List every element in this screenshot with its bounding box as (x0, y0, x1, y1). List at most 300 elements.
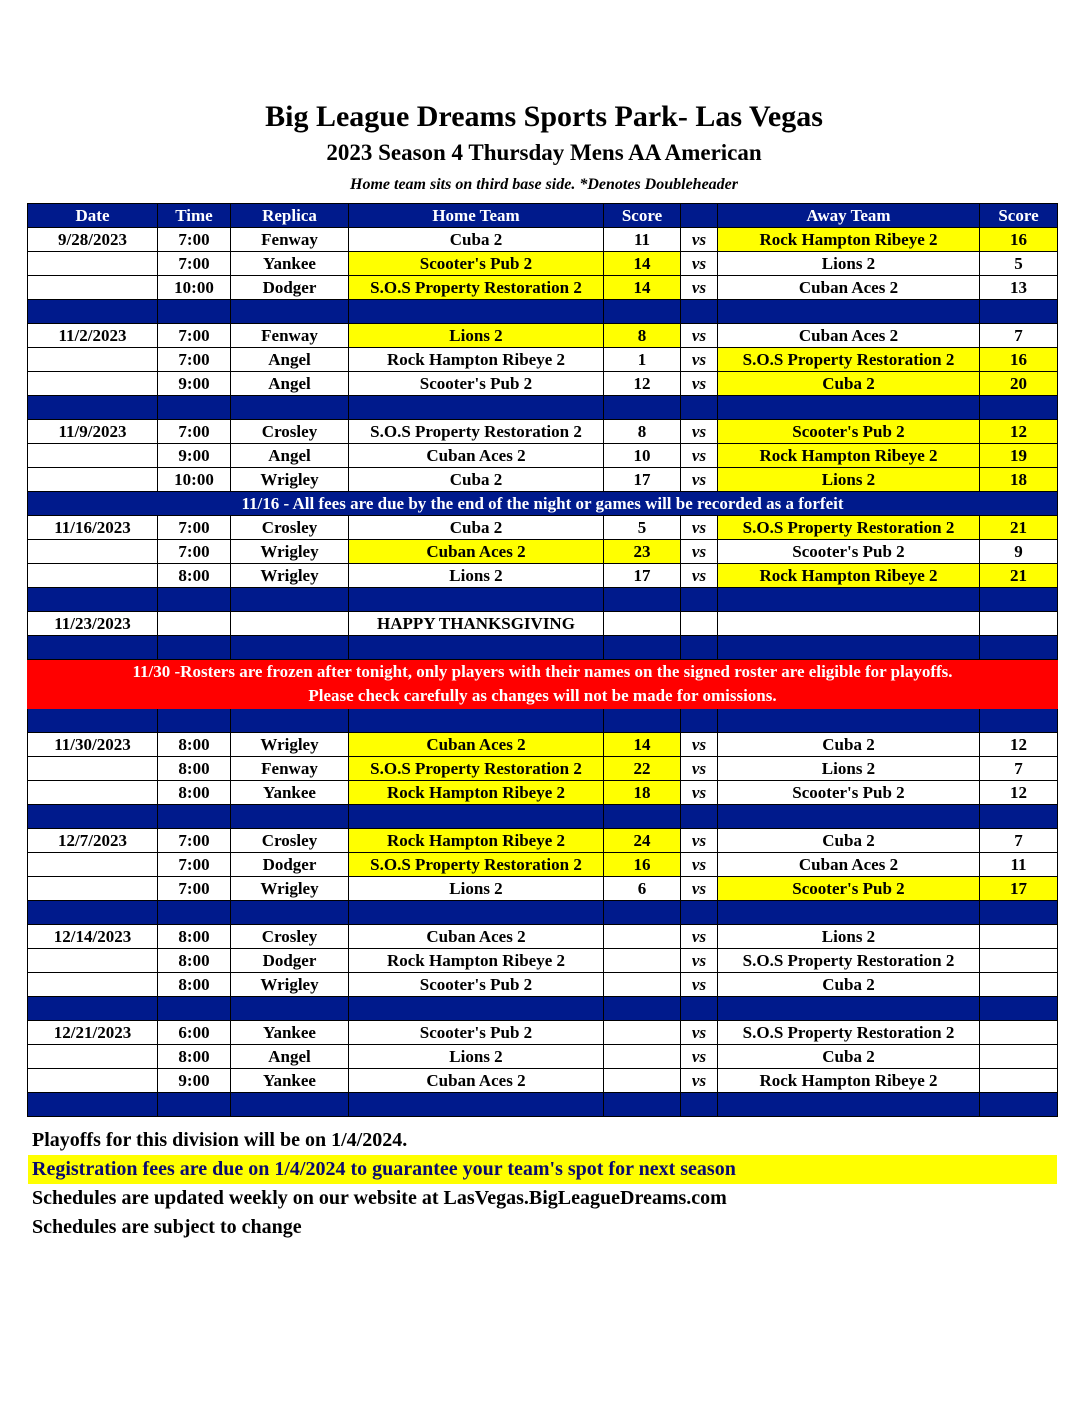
game-time: 10:00 (158, 468, 231, 492)
separator-cell (980, 901, 1058, 925)
vs-label: vs (681, 324, 718, 348)
home-team: Lions 2 (349, 1045, 604, 1069)
game-time: 8:00 (158, 564, 231, 588)
home-score (604, 973, 681, 997)
separator-cell (231, 396, 349, 420)
away-score (980, 1021, 1058, 1045)
separator-row (28, 997, 1058, 1021)
home-score (604, 1021, 681, 1045)
game-field: Crosley (231, 925, 349, 949)
separator-cell (604, 901, 681, 925)
game-time: 7:00 (158, 853, 231, 877)
separator-cell (980, 588, 1058, 612)
away-score: 12 (980, 733, 1058, 757)
game-date (28, 757, 158, 781)
home-score: 14 (604, 276, 681, 300)
away-score (980, 1045, 1058, 1069)
game-time: 8:00 (158, 973, 231, 997)
game-field: Wrigley (231, 564, 349, 588)
away-score: 7 (980, 829, 1058, 853)
vs-label: vs (681, 420, 718, 444)
game-date (28, 348, 158, 372)
home-team: Lions 2 (349, 877, 604, 901)
separator-cell (604, 1093, 681, 1117)
home-score: 1 (604, 348, 681, 372)
home-team: Cuban Aces 2 (349, 444, 604, 468)
vs-label: vs (681, 1069, 718, 1093)
home-score: 14 (604, 252, 681, 276)
game-row (28, 949, 1058, 973)
separator-cell (28, 588, 158, 612)
home-team: Scooter's Pub 2 (349, 973, 604, 997)
separator-cell (718, 805, 980, 829)
away-team (718, 612, 980, 636)
separator-cell (681, 901, 718, 925)
separator-cell (28, 709, 158, 733)
separator-cell (681, 805, 718, 829)
separator-cell (681, 1093, 718, 1117)
column-header-home-score: Score (604, 204, 681, 228)
separator-cell (349, 805, 604, 829)
home-team: Cuban Aces 2 (349, 925, 604, 949)
game-date (28, 468, 158, 492)
separator-cell (349, 300, 604, 324)
home-score: 11 (604, 228, 681, 252)
game-field: Crosley (231, 516, 349, 540)
home-score: 22 (604, 757, 681, 781)
game-date: 11/2/2023 (28, 324, 158, 348)
game-time: 9:00 (158, 444, 231, 468)
roster-notice-row (28, 660, 1058, 709)
away-score (980, 925, 1058, 949)
separator-cell (604, 709, 681, 733)
vs-label: vs (681, 1021, 718, 1045)
home-score: 24 (604, 829, 681, 853)
vs-label: vs (681, 781, 718, 805)
separator-cell (231, 709, 349, 733)
home-team: S.O.S Property Restoration 2 (349, 757, 604, 781)
game-time: 8:00 (158, 925, 231, 949)
home-team: Rock Hampton Ribeye 2 (349, 829, 604, 853)
home-score: 17 (604, 564, 681, 588)
away-score (980, 973, 1058, 997)
game-field: Fenway (231, 324, 349, 348)
game-date (28, 1069, 158, 1093)
separator-cell (980, 396, 1058, 420)
away-team: Cuba 2 (718, 733, 980, 757)
game-row (28, 276, 1058, 300)
game-row (28, 757, 1058, 781)
separator-cell (718, 709, 980, 733)
game-time: 7:00 (158, 540, 231, 564)
home-score: 23 (604, 540, 681, 564)
game-row (28, 348, 1058, 372)
game-date (28, 444, 158, 468)
game-field: Crosley (231, 420, 349, 444)
game-date: 11/16/2023 (28, 516, 158, 540)
game-field: Angel (231, 444, 349, 468)
separator-cell (604, 805, 681, 829)
game-field: Wrigley (231, 540, 349, 564)
home-score (604, 949, 681, 973)
away-team: Cuba 2 (718, 973, 980, 997)
game-time: 7:00 (158, 228, 231, 252)
game-row (28, 781, 1058, 805)
separator-cell (158, 300, 231, 324)
game-row (28, 444, 1058, 468)
separator-row (28, 396, 1058, 420)
vs-label: vs (681, 540, 718, 564)
home-score: 14 (604, 733, 681, 757)
separator-cell (231, 300, 349, 324)
separator-cell (28, 636, 158, 660)
game-row (28, 1021, 1058, 1045)
separator-cell (980, 1093, 1058, 1117)
game-date: 11/9/2023 (28, 420, 158, 444)
home-score (604, 1045, 681, 1069)
separator-cell (980, 300, 1058, 324)
game-time: 9:00 (158, 1069, 231, 1093)
separator-cell (158, 709, 231, 733)
away-team: S.O.S Property Restoration 2 (718, 949, 980, 973)
separator-row (28, 709, 1058, 733)
game-row (28, 420, 1058, 444)
game-date (28, 973, 158, 997)
game-date (28, 949, 158, 973)
column-header-away-score: Score (980, 204, 1058, 228)
separator-cell (349, 1093, 604, 1117)
away-team: Rock Hampton Ribeye 2 (718, 228, 980, 252)
home-score: 5 (604, 516, 681, 540)
home-team: S.O.S Property Restoration 2 (349, 420, 604, 444)
game-time: 10:00 (158, 276, 231, 300)
away-team: Rock Hampton Ribeye 2 (718, 444, 980, 468)
game-date (28, 853, 158, 877)
column-header-time: Time (158, 204, 231, 228)
game-field: Dodger (231, 949, 349, 973)
home-team: Cuba 2 (349, 516, 604, 540)
game-row (28, 372, 1058, 396)
away-team: Rock Hampton Ribeye 2 (718, 564, 980, 588)
separator-cell (231, 588, 349, 612)
separator-cell (681, 396, 718, 420)
vs-label: vs (681, 829, 718, 853)
separator-row (28, 588, 1058, 612)
separator-cell (158, 588, 231, 612)
page-subtitle: 2023 Season 4 Thursday Mens AA American (326, 140, 762, 165)
playoffs-note: Playoffs for this division will be on 1/4/2024. (32, 1129, 408, 1151)
away-team: Rock Hampton Ribeye 2 (718, 1069, 980, 1093)
game-time: 7:00 (158, 516, 231, 540)
column-header-away-team: Away Team (718, 204, 980, 228)
away-score (980, 612, 1058, 636)
separator-cell (349, 997, 604, 1021)
away-score: 7 (980, 757, 1058, 781)
game-time: 8:00 (158, 1045, 231, 1069)
game-field: Yankee (231, 781, 349, 805)
separator-cell (980, 636, 1058, 660)
away-team: Lions 2 (718, 925, 980, 949)
game-date (28, 1045, 158, 1069)
separator-cell (28, 1093, 158, 1117)
separator-cell (349, 901, 604, 925)
game-time: 8:00 (158, 757, 231, 781)
game-field: Yankee (231, 1021, 349, 1045)
separator-cell (158, 901, 231, 925)
separator-cell (231, 636, 349, 660)
fee-notice-row (28, 492, 1058, 516)
game-row (28, 853, 1058, 877)
game-row (28, 973, 1058, 997)
separator-cell (28, 300, 158, 324)
home-team: Cuban Aces 2 (349, 1069, 604, 1093)
away-team: Cuban Aces 2 (718, 324, 980, 348)
game-date (28, 781, 158, 805)
home-team: Scooter's Pub 2 (349, 252, 604, 276)
away-team: Scooter's Pub 2 (718, 420, 980, 444)
vs-label: vs (681, 252, 718, 276)
game-date (28, 372, 158, 396)
separator-cell (349, 396, 604, 420)
separator-cell (604, 588, 681, 612)
separator-cell (349, 588, 604, 612)
game-field: Fenway (231, 228, 349, 252)
separator-cell (158, 997, 231, 1021)
game-row (28, 324, 1058, 348)
vs-label: vs (681, 1045, 718, 1069)
separator-cell (718, 1093, 980, 1117)
game-date (28, 877, 158, 901)
vs-label: vs (681, 516, 718, 540)
home-team: S.O.S Property Restoration 2 (349, 276, 604, 300)
vs-label: vs (681, 757, 718, 781)
game-time: 8:00 (158, 733, 231, 757)
away-team: S.O.S Property Restoration 2 (718, 516, 980, 540)
game-time: 9:00 (158, 372, 231, 396)
away-team: Scooter's Pub 2 (718, 877, 980, 901)
game-date: 12/14/2023 (28, 925, 158, 949)
game-field (231, 612, 349, 636)
vs-label: vs (681, 877, 718, 901)
game-field: Fenway (231, 757, 349, 781)
separator-cell (980, 709, 1058, 733)
separator-cell (718, 396, 980, 420)
away-score (980, 949, 1058, 973)
game-field: Dodger (231, 853, 349, 877)
vs-label: vs (681, 372, 718, 396)
separator-row (28, 901, 1058, 925)
away-team: Cuba 2 (718, 1045, 980, 1069)
separator-cell (718, 300, 980, 324)
separator-cell (718, 588, 980, 612)
home-score (604, 925, 681, 949)
away-team: Lions 2 (718, 757, 980, 781)
away-score: 12 (980, 781, 1058, 805)
game-date: 12/21/2023 (28, 1021, 158, 1045)
away-team: Scooter's Pub 2 (718, 540, 980, 564)
separator-row (28, 300, 1058, 324)
home-team: S.O.S Property Restoration 2 (349, 853, 604, 877)
away-team: Scooter's Pub 2 (718, 781, 980, 805)
table-header-row (28, 204, 1058, 228)
game-field: Wrigley (231, 877, 349, 901)
home-team: Cuba 2 (349, 228, 604, 252)
away-team: S.O.S Property Restoration 2 (718, 348, 980, 372)
vs-label: vs (681, 949, 718, 973)
home-team: Lions 2 (349, 324, 604, 348)
home-score: 12 (604, 372, 681, 396)
away-score: 21 (980, 516, 1058, 540)
game-row (28, 468, 1058, 492)
roster-notice (28, 660, 1058, 709)
home-score (604, 1069, 681, 1093)
away-team: S.O.S Property Restoration 2 (718, 1021, 980, 1045)
vs-label: vs (681, 853, 718, 877)
separator-cell (158, 636, 231, 660)
home-team: Rock Hampton Ribeye 2 (349, 348, 604, 372)
away-score: 21 (980, 564, 1058, 588)
game-row (28, 540, 1058, 564)
game-time (158, 612, 231, 636)
game-field: Wrigley (231, 973, 349, 997)
separator-cell (231, 901, 349, 925)
separator-cell (604, 997, 681, 1021)
home-score: 6 (604, 877, 681, 901)
home-team: Cuban Aces 2 (349, 540, 604, 564)
separator-row (28, 636, 1058, 660)
home-team: Cuban Aces 2 (349, 733, 604, 757)
game-row (28, 1045, 1058, 1069)
game-time: 7:00 (158, 252, 231, 276)
home-score: 16 (604, 853, 681, 877)
separator-cell (28, 997, 158, 1021)
separator-cell (681, 997, 718, 1021)
away-score: 13 (980, 276, 1058, 300)
home-team: Scooter's Pub 2 (349, 372, 604, 396)
schedule-body (28, 228, 1058, 1117)
separator-cell (718, 901, 980, 925)
home-score: 18 (604, 781, 681, 805)
separator-row (28, 1093, 1058, 1117)
away-team: Lions 2 (718, 468, 980, 492)
game-field: Angel (231, 1045, 349, 1069)
fee-notice: 11/16 - All fees are due by the end of the night or games will be recorded as a forfeit (28, 492, 1058, 516)
game-row (28, 516, 1058, 540)
game-date (28, 540, 158, 564)
game-field: Wrigley (231, 733, 349, 757)
separator-cell (231, 805, 349, 829)
game-date: 12/7/2023 (28, 829, 158, 853)
vs-label: vs (681, 276, 718, 300)
away-score: 19 (980, 444, 1058, 468)
separator-cell (681, 588, 718, 612)
away-score: 12 (980, 420, 1058, 444)
separator-cell (158, 1093, 231, 1117)
separator-row (28, 805, 1058, 829)
away-score (980, 1069, 1058, 1093)
home-score: 8 (604, 420, 681, 444)
game-time: 6:00 (158, 1021, 231, 1045)
schedule-note: Home team sits on third base side. *Denotes Doubleheader (350, 176, 738, 193)
home-team: Cuba 2 (349, 468, 604, 492)
home-team: Lions 2 (349, 564, 604, 588)
separator-cell (718, 997, 980, 1021)
away-team: Lions 2 (718, 252, 980, 276)
game-time: 7:00 (158, 348, 231, 372)
game-date: 9/28/2023 (28, 228, 158, 252)
separator-cell (604, 636, 681, 660)
separator-cell (231, 997, 349, 1021)
separator-cell (28, 805, 158, 829)
away-score: 18 (980, 468, 1058, 492)
column-header-home-team: Home Team (349, 204, 604, 228)
away-score: 17 (980, 877, 1058, 901)
away-score: 20 (980, 372, 1058, 396)
separator-cell (349, 709, 604, 733)
vs-label: vs (681, 925, 718, 949)
roster-notice-line2: Please check carefully as changes will not be made for omissions. (308, 686, 777, 705)
separator-cell (158, 805, 231, 829)
game-row (28, 829, 1058, 853)
home-score: 17 (604, 468, 681, 492)
separator-cell (980, 997, 1058, 1021)
separator-cell (604, 300, 681, 324)
separator-cell (158, 396, 231, 420)
game-time: 7:00 (158, 829, 231, 853)
vs-label: vs (681, 468, 718, 492)
separator-cell (681, 709, 718, 733)
game-field: Angel (231, 372, 349, 396)
away-team: Cuba 2 (718, 829, 980, 853)
home-team: Rock Hampton Ribeye 2 (349, 781, 604, 805)
game-field: Yankee (231, 1069, 349, 1093)
away-score: 5 (980, 252, 1058, 276)
away-team: Cuban Aces 2 (718, 276, 980, 300)
vs-label: vs (681, 444, 718, 468)
home-team: HAPPY THANKSGIVING (349, 612, 604, 636)
game-time: 7:00 (158, 877, 231, 901)
game-row (28, 1069, 1058, 1093)
vs-label: vs (681, 973, 718, 997)
away-score: 16 (980, 228, 1058, 252)
column-header-date: Date (28, 204, 158, 228)
game-field: Crosley (231, 829, 349, 853)
home-team: Scooter's Pub 2 (349, 1021, 604, 1045)
vs-label: vs (681, 348, 718, 372)
away-score: 7 (980, 324, 1058, 348)
game-field: Wrigley (231, 468, 349, 492)
home-team: Rock Hampton Ribeye 2 (349, 949, 604, 973)
separator-cell (681, 300, 718, 324)
game-row (28, 612, 1058, 636)
separator-cell (980, 805, 1058, 829)
game-time: 8:00 (158, 781, 231, 805)
game-field: Dodger (231, 276, 349, 300)
game-date: 11/30/2023 (28, 733, 158, 757)
game-row (28, 228, 1058, 252)
roster-notice-line1: 11/30 -Rosters are frozen after tonight, only players with their names on the signed roster are eligible for playoffs. (132, 662, 953, 681)
home-score: 10 (604, 444, 681, 468)
game-row (28, 925, 1058, 949)
registration-note: Registration fees are due on 1/4/2024 to guarantee your team's spot for next season (28, 1155, 1057, 1184)
game-field: Yankee (231, 252, 349, 276)
vs-label (681, 612, 718, 636)
change-note: Schedules are subject to change (32, 1216, 302, 1238)
separator-cell (349, 636, 604, 660)
separator-cell (28, 396, 158, 420)
column-header-replica: Replica (231, 204, 349, 228)
separator-cell (604, 396, 681, 420)
